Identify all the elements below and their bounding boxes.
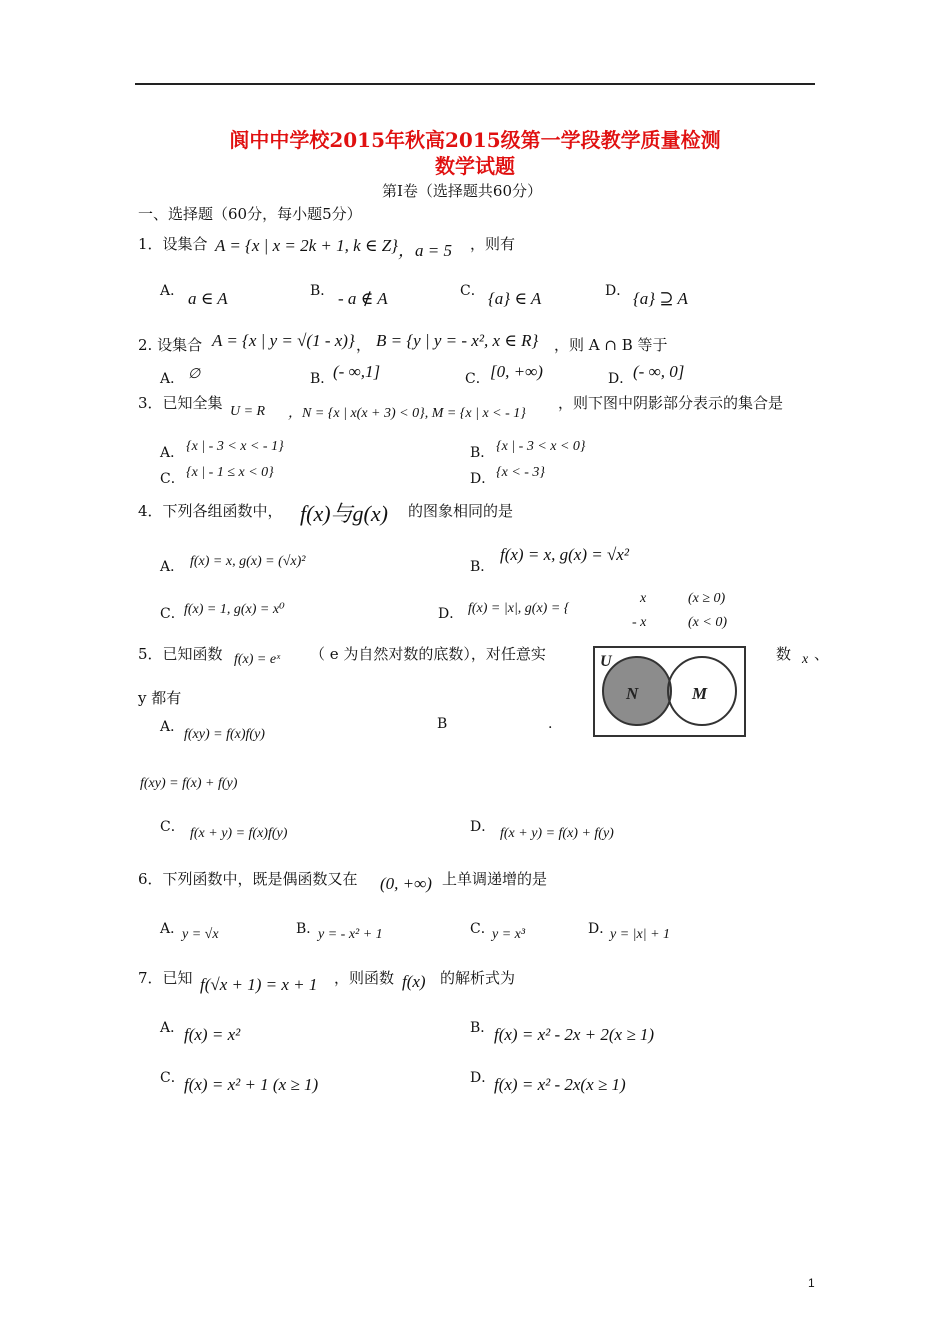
- q3-option-a: {x | - 3 < x < - 1}: [186, 439, 284, 454]
- q7-option-b: f(x) = x² - 2x + 2(x ≥ 1): [494, 1025, 655, 1044]
- q5-option-d-label: D．: [470, 819, 496, 835]
- q6-option-b-label: B．: [296, 921, 321, 937]
- q3-sets: ，N = {x | x(x + 3) < 0}, M = {x | x < - 1}: [288, 406, 526, 421]
- q7-mid: ，则函数: [334, 969, 395, 987]
- q5-paren: （ e 为自然对数的底数），对任意实: [310, 645, 546, 663]
- q6-option-d-label: D．: [588, 921, 614, 937]
- q1-set: A = {x | x = 2k + 1, k ∈ Z}: [215, 236, 398, 255]
- q5-option-a-label: A．: [160, 719, 185, 735]
- q5-func: f(x) = eˣ: [234, 652, 281, 667]
- q3-option-b: {x | - 3 < x < 0}: [496, 439, 586, 454]
- q4-option-d-label: D．: [438, 606, 464, 622]
- q1-option-c-label: C．: [460, 283, 485, 299]
- q5-option-b-dot: .: [548, 716, 553, 732]
- q7-tail: 的解析式为: [440, 969, 516, 987]
- q1-stem: 1．设集合: [138, 235, 208, 253]
- q2-option-c: [0, +∞): [490, 362, 543, 381]
- q1-option-d: {a} ⊇ A: [633, 289, 688, 308]
- q2-option-d-label: D．: [608, 371, 634, 387]
- q7-func: f(x): [402, 972, 426, 991]
- q2-option-a: ∅: [188, 367, 201, 382]
- q4-option-c-label: C．: [160, 606, 185, 622]
- q3-option-d-label: D．: [470, 471, 496, 487]
- q6-tail: 上单调递增的是: [442, 870, 548, 888]
- q7-option-a: f(x) = x²: [184, 1025, 241, 1044]
- q6-option-c-label: C．: [470, 921, 495, 937]
- header-rule: [135, 83, 815, 85]
- q7-option-c: f(x) = x² + 1 (x ≥ 1): [184, 1075, 319, 1094]
- q4-option-a: f(x) = x, g(x) = (√x)²: [190, 554, 306, 569]
- q1-option-d-label: D．: [605, 283, 631, 299]
- q2-option-d: (- ∞, 0]: [633, 362, 685, 381]
- venn-label-u: U: [600, 653, 612, 670]
- q4-option-d-case2-cond: (x < 0): [688, 615, 727, 630]
- q4-option-b-label: B．: [470, 559, 495, 575]
- q4-option-c: f(x) = 1, g(x) = x⁰: [184, 602, 285, 617]
- q6-interval: (0, +∞): [380, 874, 432, 893]
- q1-option-b-label: B．: [310, 283, 335, 299]
- q6-stem: 6．下列函数中，既是偶函数又在: [138, 870, 358, 888]
- q1-option-a-label: A．: [160, 283, 185, 299]
- venn-diagram: [592, 645, 748, 739]
- q3-option-c: {x | - 1 ≤ x < 0}: [186, 465, 274, 480]
- q5-option-d: f(x + y) = f(x) + f(y): [500, 826, 614, 841]
- q3-universal: U = R: [230, 404, 266, 419]
- q6-option-d: y = |x| + 1: [610, 927, 671, 942]
- q2-option-a-label: A．: [160, 371, 185, 387]
- q2-stem: 2. 设集合: [138, 336, 203, 354]
- q7-stem: 7．已知: [138, 969, 193, 987]
- section-heading: 一、选择题（60分，每小题5分）: [138, 205, 362, 223]
- q1-option-a: a ∈ A: [188, 289, 228, 308]
- q4-option-d-case2-val: - x: [632, 615, 647, 630]
- q7-option-a-label: A．: [160, 1020, 185, 1036]
- q6-option-c: y = x³: [492, 927, 526, 942]
- q6-option-a: y = √x: [182, 927, 219, 942]
- q2-tail: ，则 A ∩ B 等于: [554, 336, 668, 354]
- q5-option-c-label: C．: [160, 819, 185, 835]
- venn-label-m: M: [692, 684, 708, 703]
- q6-option-b: y = - x² + 1: [318, 927, 383, 942]
- q4-option-d: f(x) = |x|, g(x) = {: [468, 601, 570, 616]
- venn-label-n: N: [626, 684, 639, 703]
- q5-line2: y 都有: [138, 689, 182, 707]
- q1-given: ，a = 5: [398, 241, 452, 260]
- q2-option-b: (- ∞,1]: [333, 362, 381, 381]
- q6-option-a-label: A．: [160, 921, 185, 937]
- q2-set-b: B = {y | y = - x², x ∈ R}: [376, 331, 539, 350]
- exam-title: 阆中中学校2015年秋高2015级第一学段教学质量检测: [229, 128, 721, 152]
- q4-option-a-label: A．: [160, 559, 185, 575]
- q2-sep: ，: [356, 336, 372, 354]
- q7-option-c-label: C．: [160, 1070, 185, 1086]
- q2-option-c-label: C．: [465, 371, 490, 387]
- q5-option-b-label: B: [437, 716, 448, 732]
- q3-tail: ，则下图中阴影部分表示的集合是: [558, 394, 784, 412]
- page-number: 1: [808, 1276, 815, 1290]
- exam-subtitle: 数学试题: [435, 154, 515, 178]
- q5-comma: 、: [814, 645, 830, 663]
- q5-option-a: f(xy) = f(x)f(y): [184, 727, 265, 742]
- q5-stem: 5．已知函数: [138, 645, 223, 663]
- volume-heading: 第Ⅰ卷（选择题共60分）: [382, 182, 543, 200]
- q4-option-d-case1-val: x: [640, 591, 647, 606]
- q3-option-d: {x < - 3}: [496, 465, 546, 480]
- q4-option-d-case1-cond: (x ≥ 0): [688, 591, 726, 606]
- q7-option-b-label: B．: [470, 1020, 495, 1036]
- q3-stem: 3．已知全集: [138, 394, 223, 412]
- q7-option-d: f(x) = x² - 2x(x ≥ 1): [494, 1075, 626, 1094]
- q4-tail: 的图象相同的是: [408, 502, 514, 520]
- q5-option-c: f(x + y) = f(x)f(y): [190, 826, 288, 841]
- q1-tail: ，则有: [470, 235, 516, 253]
- q7-condition: f(√x + 1) = x + 1: [200, 975, 318, 994]
- q2-option-b-label: B．: [310, 371, 335, 387]
- q4-stem: 4．下列各组函数中，: [138, 502, 283, 520]
- q1-option-c: {a} ∈ A: [488, 289, 542, 308]
- q5-x: x: [802, 652, 809, 667]
- q2-set-a: A = {x | y = √(1 - x)}: [212, 331, 355, 350]
- q1-option-b: - a ∉ A: [338, 289, 388, 308]
- q3-option-b-label: B．: [470, 445, 495, 461]
- q3-option-c-label: C．: [160, 471, 185, 487]
- q4-funcs: f(x)与g(x): [300, 501, 388, 526]
- q3-option-a-label: A．: [160, 445, 185, 461]
- q7-option-d-label: D．: [470, 1070, 496, 1086]
- q5-option-b: f(xy) = f(x) + f(y): [140, 776, 238, 791]
- q5-shu: 数: [776, 645, 792, 663]
- q4-option-b: f(x) = x, g(x) = √x²: [500, 545, 629, 564]
